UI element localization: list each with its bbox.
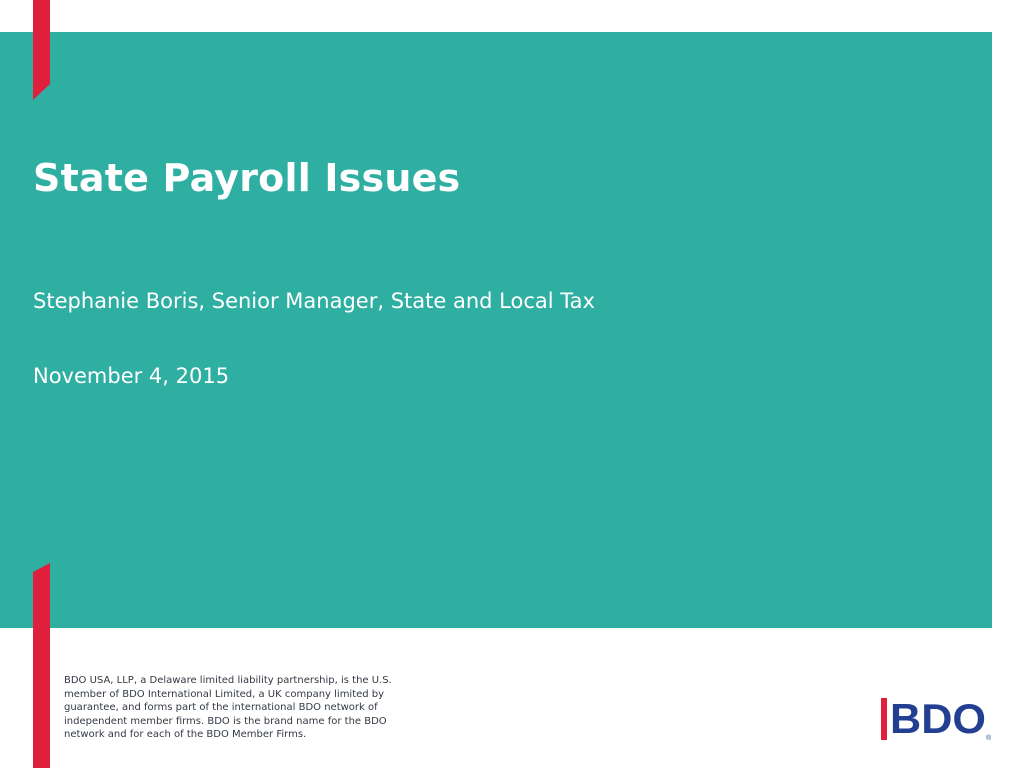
disclaimer-line: guarantee, and forms part of the international BDO network of: [64, 702, 378, 714]
red-accent-bar-bottom: [33, 563, 50, 768]
bdo-logo-wordmark: BDO: [890, 697, 986, 741]
bdo-logo: [880, 697, 992, 741]
registered-mark: ®: [986, 735, 992, 741]
bdo-logo-red-bar: [881, 698, 887, 740]
presentation-date: November 4, 2015: [33, 364, 230, 388]
disclaimer-line: network and for each of the BDO Member Firms.: [64, 729, 307, 741]
slide-title: State Payroll Issues: [33, 156, 461, 200]
legal-disclaimer: [64, 674, 424, 742]
disclaimer-line: independent member firms. BDO is the brand name for the BDO: [64, 715, 387, 727]
presenter-line: Stephanie Boris, Senior Manager, State and Local Tax: [33, 289, 595, 313]
disclaimer-line: BDO USA, LLP, a Delaware limited liability partnership, is the U.S.: [64, 675, 392, 686]
red-accent-bar-top: [33, 0, 50, 100]
title-panel: [0, 32, 992, 628]
disclaimer-line: member of BDO International Limited, a UK company limited by: [64, 688, 385, 700]
